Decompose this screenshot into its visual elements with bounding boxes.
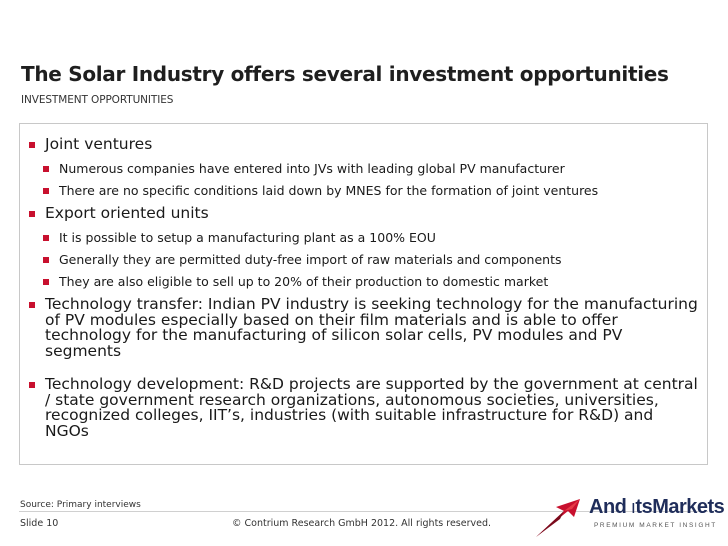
bullet-item xyxy=(29,297,701,359)
bullet-square-icon xyxy=(43,166,49,172)
section-subtitle: INVESTMENT OPPORTUNITIES xyxy=(21,94,174,106)
bullet-text: Export oriented units xyxy=(45,204,209,222)
sub-bullet-text: It is possible to setup a manufacturing plant as a 100% EOU xyxy=(59,230,436,245)
bullet-item xyxy=(29,377,701,439)
bullet-text: Joint ventures xyxy=(45,135,153,153)
sub-bullet-item xyxy=(43,161,701,176)
brand-name: And ıtsMarkets xyxy=(589,496,725,518)
page-title: The Solar Industry offers several investment opportunities xyxy=(21,62,669,86)
brand-tagline: PREMIUM MARKET INSIGHT xyxy=(594,522,717,529)
sub-bullet-text: Numerous companies have entered into JVs with leading global PV manufacturer xyxy=(59,161,565,176)
sub-bullet-text: There are no specific conditions laid down by MNES for the formation of joint ventures xyxy=(59,183,599,198)
bullet-item xyxy=(29,137,701,153)
bullet-square-icon xyxy=(29,142,35,148)
sub-bullet-item xyxy=(43,252,701,267)
company-logo xyxy=(534,493,725,541)
star-swoosh-icon xyxy=(534,493,594,541)
bullet-text: Technology development: R&D projects are supported by the government at central / state government research organizations, autonomous societies, universities, recognized colleges, IIT’s, industries (with suitable infrastructure for R&D) and NGOs xyxy=(45,375,698,440)
bullet-square-icon xyxy=(43,188,49,194)
bullet-square-icon xyxy=(43,279,49,285)
source-note: Source: Primary interviews xyxy=(20,500,141,510)
bullet-square-icon xyxy=(29,382,35,388)
sub-bullet-text: Generally they are permitted duty-free import of raw materials and components xyxy=(59,252,562,267)
sub-bullet-text: They are also eligible to sell up to 20% of their production to domestic market xyxy=(59,274,549,289)
content-box xyxy=(19,123,708,465)
bullet-square-icon xyxy=(43,235,49,241)
sub-bullet-item xyxy=(43,183,701,198)
copyright-notice: © Contrium Research GmbH 2012. All rights reserved. xyxy=(232,518,492,529)
bullet-square-icon xyxy=(43,257,49,263)
sub-bullet-item xyxy=(43,274,701,289)
bullet-square-icon xyxy=(29,211,35,217)
bullet-item xyxy=(29,206,701,222)
bullet-text: Technology transfer: Indian PV industry is seeking technology for the manufacturing of PV modules especially based on their film materials and is able to offer technology for the manufacturing of silicon solar cells, PV modules and PV segments xyxy=(45,295,698,360)
bullet-square-icon xyxy=(29,302,35,308)
slide-number: Slide 10 xyxy=(20,518,59,529)
sub-bullet-item xyxy=(43,230,701,245)
